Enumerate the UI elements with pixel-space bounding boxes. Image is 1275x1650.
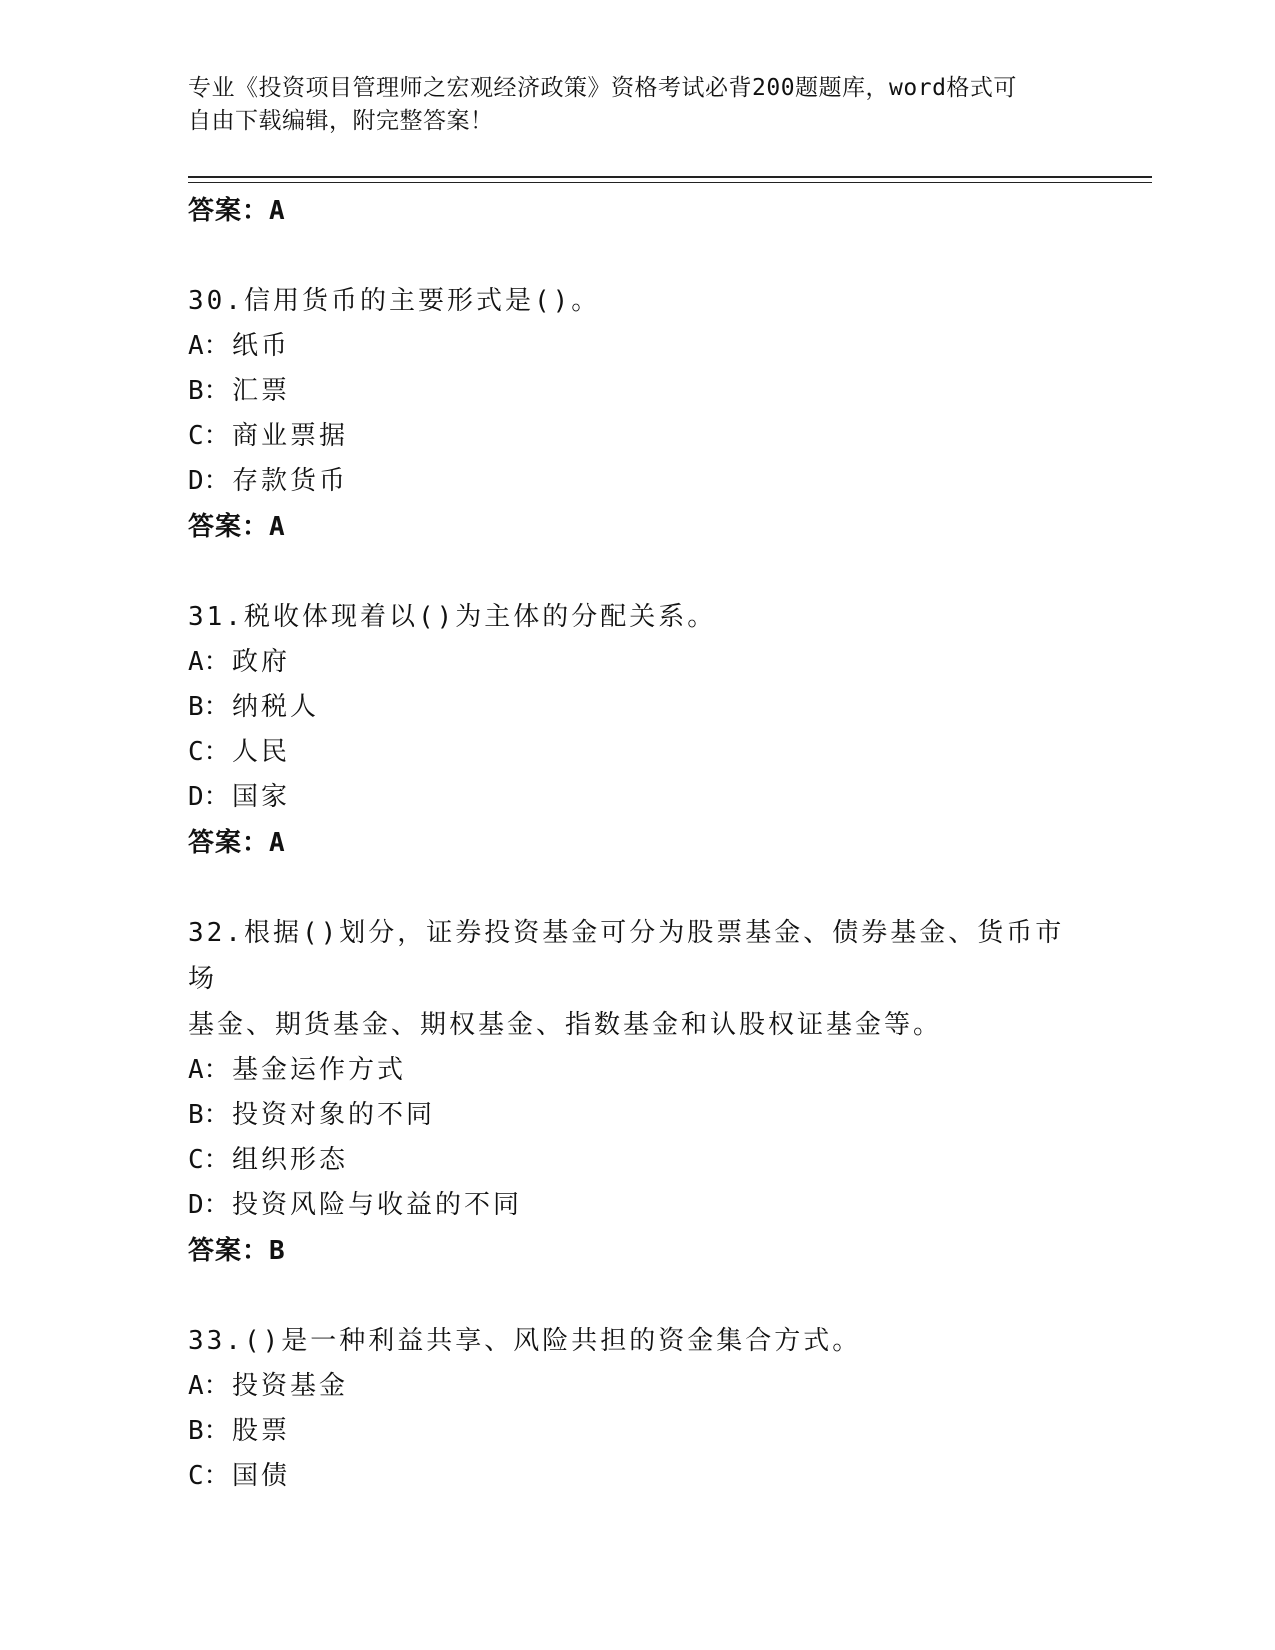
option-b: B：股票 [188,1416,291,1446]
option-d: D：投资风险与收益的不同 [188,1190,523,1220]
question-stem: 33.()是一种利益共享、风险共担的资金集合方式。 [188,1326,862,1356]
option-c: C：国债 [188,1461,291,1491]
header-divider-thick [188,176,1152,178]
question-stem: 30.信用货币的主要形式是()。 [188,286,601,316]
option-b: B：纳税人 [188,692,320,722]
question-stem-continued: 基金、期货基金、期权基金、指数基金和认股权证基金等。 [188,1010,943,1040]
header-line-2: 自由下载编辑，附完整答案！ [188,108,494,134]
option-d: D：存款货币 [188,466,349,496]
option-a: A：投资基金 [188,1371,349,1401]
option-a: A：基金运作方式 [188,1055,407,1085]
question-31 [188,594,1088,866]
answer-label: 答案：A [188,196,286,226]
answer-label: 答案：A [188,828,286,858]
option-b: B：汇票 [188,376,291,406]
header-line-1: 专业《投资项目管理师之宏观经济政策》资格考试必背200题题库，word格式可 [188,75,1017,101]
question-stem: 32.根据()划分，证券投资基金可分为股票基金、债券基金、货币市场 [188,918,1065,994]
option-a: A：政府 [188,647,291,677]
question-stem: 31.税收体现着以()为主体的分配关系。 [188,602,717,632]
option-b: B：投资对象的不同 [188,1100,436,1130]
header-divider-thin [188,182,1152,183]
option-c: C：商业票据 [188,421,349,451]
option-c: C：组织形态 [188,1145,349,1175]
question-33 [188,1318,1088,1499]
question-list [188,188,1088,1499]
question-30 [188,278,1088,550]
answer-label: 答案：B [188,1236,286,1266]
option-c: C：人民 [188,737,291,767]
document-header [188,72,1088,138]
question-32 [188,910,1088,1274]
answer-label: 答案：A [188,512,286,542]
option-d: D：国家 [188,782,291,812]
option-a: A：纸币 [188,331,291,361]
